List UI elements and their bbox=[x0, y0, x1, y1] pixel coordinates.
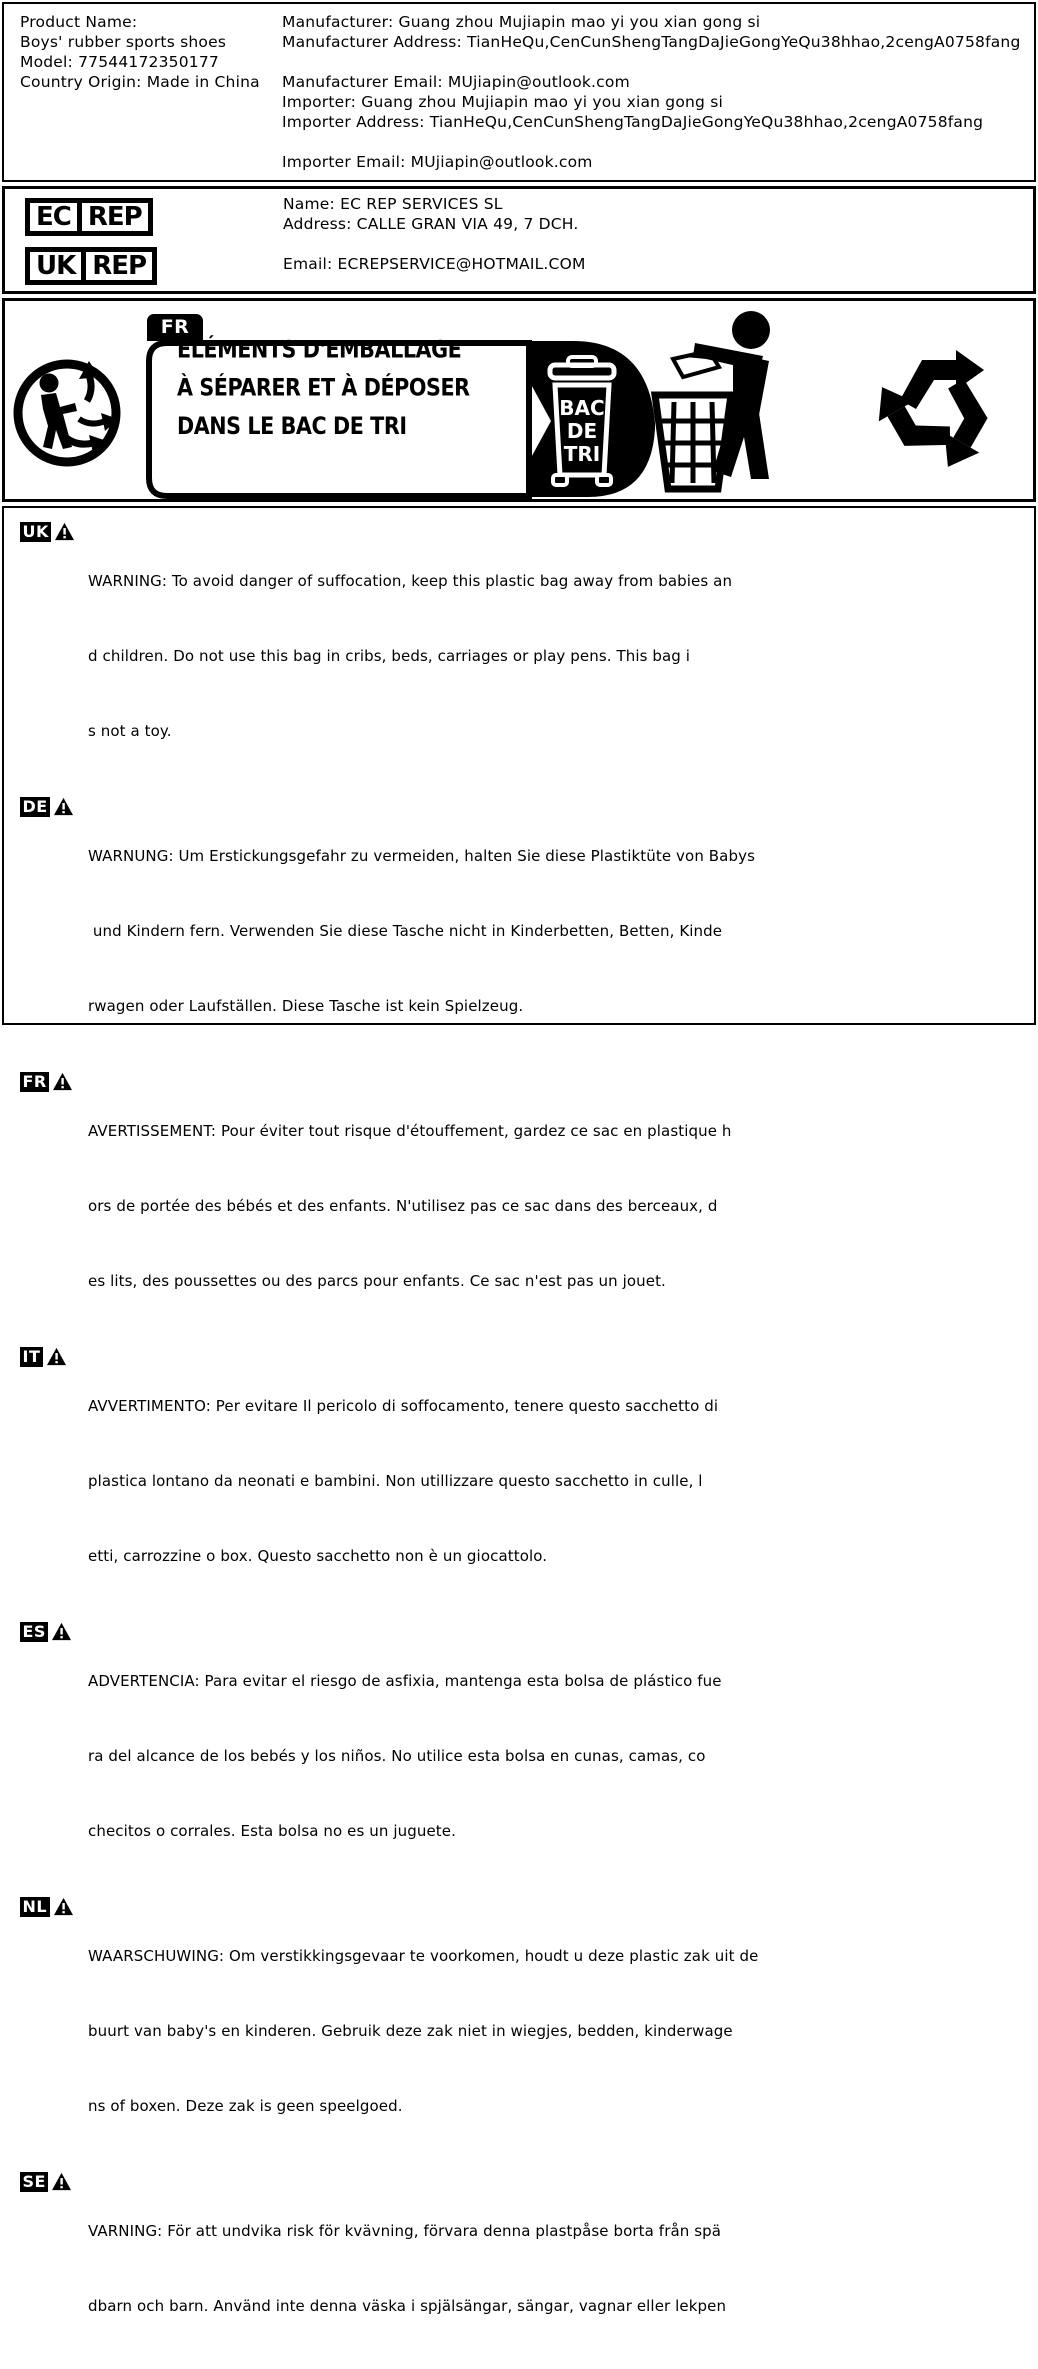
warning-triangle-icon bbox=[52, 1072, 73, 1091]
product-info-section bbox=[2, 2, 1036, 182]
warning-triangle-icon bbox=[53, 797, 74, 816]
warning-line: ns of boxen. Deze zak is geen speelgoed. bbox=[88, 2097, 403, 2115]
rep-name-line: Name: EC REP SERVICES SL bbox=[283, 195, 503, 213]
uk-rep-right-cell: REP bbox=[81, 252, 152, 280]
banner-text-line: ÉLÉMENTS D'EMBALLAGE bbox=[177, 336, 462, 364]
warning-line: VARNING: För att undvika risk för kvävning, förvara denna plastpåse borta från spä bbox=[88, 2222, 722, 2240]
warning-text bbox=[88, 1344, 718, 1619]
warning-block-fr bbox=[20, 1069, 1034, 1344]
warning-line: ADVERTENCIA: Para evitar el riesgo de asfixia, mantenga esta bolsa de plástico fue bbox=[88, 1672, 722, 1690]
warning-text bbox=[88, 1069, 732, 1344]
warning-block-se bbox=[20, 2169, 1034, 2369]
country-origin-line: Country Origin: Made in China bbox=[20, 73, 260, 91]
language-badge: DE bbox=[20, 797, 50, 817]
banner-text-line: DANS LE BAC DE TRI bbox=[177, 412, 407, 441]
warnings-section bbox=[2, 506, 1036, 2315]
recycle-icon bbox=[838, 304, 1038, 504]
warning-line: d children. Do not use this bag in cribs, beds, carriages or play pens. This bag i bbox=[88, 647, 691, 665]
warning-line: rwagen oder Laufställen. Diese Tasche ist kein Spielzeug. bbox=[88, 997, 524, 1015]
uk-rep-left-cell: UK bbox=[36, 251, 76, 281]
language-badge: FR bbox=[20, 1072, 49, 1092]
warning-block-it bbox=[20, 1344, 1034, 1619]
warning-line: WARNUNG: Um Erstickungsgefahr zu vermeiden, halten Sie diese Plastiktüte von Babys bbox=[88, 847, 755, 865]
warning-label bbox=[20, 1069, 88, 1094]
warning-block-uk bbox=[20, 519, 1034, 794]
warning-line: AVERTISSEMENT: Pour éviter tout risque d'étouffement, gardez ce sac en plastique h bbox=[88, 1122, 732, 1140]
warning-label bbox=[20, 1344, 88, 1369]
warning-line: WARNING: To avoid danger of suffocation, keep this plastic bag away from babies an bbox=[88, 572, 733, 590]
warning-label bbox=[20, 794, 88, 819]
warning-label bbox=[20, 2169, 88, 2194]
warning-label bbox=[20, 1894, 88, 1919]
warning-label bbox=[20, 1619, 88, 1644]
language-badge: ES bbox=[20, 1622, 48, 1642]
warning-text bbox=[88, 794, 755, 1069]
rep-address-line: Address: CALLE GRAN VIA 49, 7 DCH. bbox=[283, 215, 579, 233]
importer-line: Importer: Guang zhou Mujiapin mao yi you xian gong si bbox=[282, 93, 723, 111]
warning-triangle-icon bbox=[51, 2172, 72, 2191]
product-name-label: Product Name: bbox=[20, 13, 138, 31]
language-badge: IT bbox=[20, 1347, 43, 1367]
manufacturer-column bbox=[282, 12, 1020, 172]
warning-triangle-icon bbox=[53, 1897, 74, 1916]
blank-line bbox=[282, 132, 1020, 152]
warning-line: checitos o corrales. Esta bolsa no es un juguete. bbox=[88, 1822, 456, 1840]
banner-text bbox=[177, 331, 470, 445]
importer-email-line: Importer Email: MUjiapin@outlook.com bbox=[282, 153, 593, 171]
warning-line: und Kindern fern. Verwenden Sie diese Tasche nicht in Kinderbetten, Betten, Kinde bbox=[88, 922, 723, 940]
warning-text bbox=[88, 519, 732, 794]
manufacturer-line: Manufacturer: Guang zhou Mujiapin mao yi you xian gong si bbox=[282, 13, 761, 31]
rep-section bbox=[2, 186, 1036, 294]
warning-triangle-icon bbox=[46, 1347, 67, 1366]
bac-de-tri-bin-icon bbox=[527, 341, 655, 497]
bin-text-line: TRI bbox=[563, 442, 601, 466]
warning-block-de bbox=[20, 794, 1034, 1069]
blank-line bbox=[283, 234, 586, 254]
ec-rep-left-cell: EC bbox=[36, 202, 71, 232]
bin-text-line: BAC bbox=[559, 396, 605, 420]
recycling-section bbox=[2, 298, 1036, 502]
bin-text-line: DE bbox=[566, 419, 598, 443]
warning-text bbox=[88, 1619, 722, 1894]
warning-block-nl bbox=[20, 1894, 1034, 2169]
ec-rep-mark bbox=[25, 198, 153, 236]
triman-icon bbox=[11, 337, 146, 492]
tidyman-icon bbox=[645, 309, 805, 499]
warning-line: es lits, des poussettes ou des parcs pour enfants. Ce sac n'est pas un jouet. bbox=[88, 1272, 666, 1290]
warning-text bbox=[88, 1894, 758, 2169]
product-left-column bbox=[20, 12, 260, 92]
warning-line: WAARSCHUWING: Om verstikkingsgevaar te voorkomen, houdt u deze plastic zak uit de bbox=[88, 1947, 759, 1965]
warning-triangle-icon bbox=[51, 1622, 72, 1641]
importer-address-line: Importer Address: TianHeQu,CenCunShengTangDaJieGongYeQu38hhao,2cengA0758fang bbox=[282, 113, 984, 131]
rep-email-line: Email: ECREPSERVICE@HOTMAIL.COM bbox=[283, 255, 586, 273]
warning-block-es bbox=[20, 1619, 1034, 1894]
rep-marks bbox=[25, 198, 157, 296]
warning-line: etti, carrozzine o box. Questo sacchetto non è un giocattolo. bbox=[88, 1547, 548, 1565]
manufacturer-email-line: Manufacturer Email: MUjiapin@outlook.com bbox=[282, 73, 630, 91]
warning-line: dbarn och barn. Använd inte denna väska i spjälsängar, sängar, vagnar eller lekpen bbox=[88, 2297, 727, 2315]
language-badge: SE bbox=[20, 2172, 48, 2192]
model-line: Model: 77544172350177 bbox=[20, 53, 219, 71]
rep-info-column bbox=[283, 194, 586, 274]
warning-line: s not a toy. bbox=[88, 722, 172, 740]
uk-rep-mark bbox=[25, 247, 157, 285]
manufacturer-address-line: Manufacturer Address: TianHeQu,CenCunShengTangDaJieGongYeQu38hhao,2cengA0758fang bbox=[282, 33, 1021, 51]
warning-text bbox=[88, 2169, 726, 2369]
ec-rep-right-cell: REP bbox=[77, 203, 148, 231]
fr-tag: FR bbox=[147, 314, 203, 341]
warning-label bbox=[20, 519, 88, 544]
banner-text-line: À SÉPARER ET À DÉPOSER bbox=[177, 374, 470, 403]
language-badge: NL bbox=[20, 1897, 50, 1917]
warning-line: plastica lontano da neonati e bambini. Non utillizzare questo sacchetto in culle, l bbox=[88, 1472, 703, 1490]
language-badge: UK bbox=[20, 522, 51, 542]
warning-triangle-icon bbox=[54, 522, 75, 541]
warning-line: ra del alcance de los bebés y los niños. No utilice esta bolsa en cunas, camas, co bbox=[88, 1747, 706, 1765]
blank-line bbox=[282, 52, 1020, 72]
warning-line: AVVERTIMENTO: Per evitare Il pericolo di soffocamento, tenere questo sacchetto di bbox=[88, 1397, 719, 1415]
warning-line: buurt van baby's en kinderen. Gebruik deze zak niet in wiegjes, bedden, kinderwage bbox=[88, 2022, 733, 2040]
product-name-value: Boys' rubber sports shoes bbox=[20, 33, 227, 51]
warning-line: ors de portée des bébés et des enfants. N'utilisez pas ce sac dans des berceaux, d bbox=[88, 1197, 718, 1215]
